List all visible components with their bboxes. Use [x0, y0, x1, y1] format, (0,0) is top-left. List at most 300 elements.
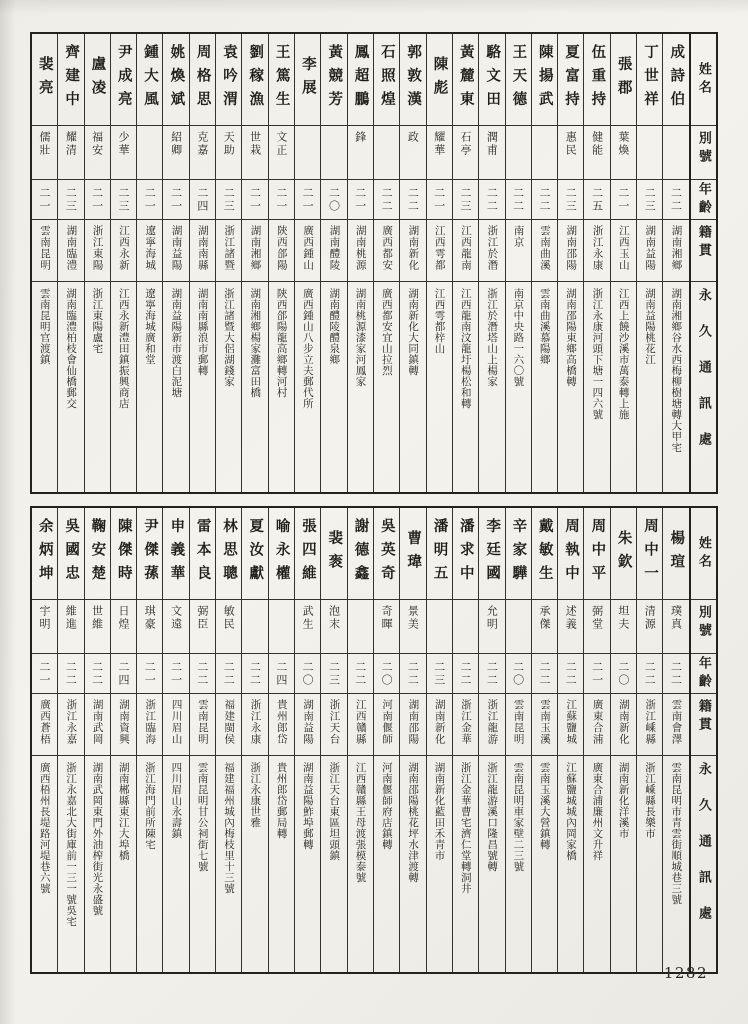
person-address-text: 陝西郃陽龍高鄉轉河村	[275, 288, 288, 398]
person-column	[162, 508, 188, 972]
person-age	[269, 180, 294, 220]
person-column	[399, 508, 425, 972]
person-address-text: 四川眉山永壽鎮	[170, 762, 183, 839]
person-age-text: 二一	[169, 660, 183, 687]
person-address	[348, 756, 373, 972]
person-native	[295, 694, 320, 756]
person-age	[137, 180, 162, 220]
person-name-text: 喻永權	[273, 518, 290, 589]
person-address	[453, 282, 478, 492]
person-native-text: 浙江永嘉	[65, 699, 78, 745]
person-age-text: 二一	[301, 186, 315, 213]
person-address-text: 湖南新化藍田禾青市	[433, 762, 446, 861]
person-native-text: 浙江於潛	[486, 225, 499, 271]
person-alias	[269, 126, 294, 180]
person-address	[663, 282, 688, 492]
person-age-text: 二二	[537, 186, 551, 213]
person-age-text: 二二	[669, 186, 683, 213]
person-address	[584, 282, 609, 492]
person-address	[137, 756, 162, 972]
person-native	[216, 220, 241, 282]
person-age	[321, 180, 346, 220]
person-name-text: 潘明五	[431, 518, 448, 589]
person-native-text: 湖南益陽	[170, 225, 183, 271]
person-column	[452, 34, 478, 492]
person-native-text: 湖南武岡	[91, 699, 104, 745]
person-address	[321, 756, 346, 972]
person-name-text: 吳國忠	[63, 518, 80, 589]
person-age	[269, 654, 294, 694]
person-age	[400, 654, 425, 694]
person-address-text: 浙江永嘉北大街庫前一三一號吳宅	[65, 762, 78, 927]
person-age-text: 二二	[90, 660, 104, 687]
person-column	[505, 34, 531, 492]
person-alias	[163, 600, 188, 654]
person-age-text: 二二	[669, 660, 683, 687]
person-name-text: 陳傑時	[115, 518, 132, 589]
person-alias-text: 世維	[90, 605, 104, 631]
person-age-text: 二一	[274, 186, 288, 213]
header-native-label	[691, 694, 716, 756]
person-alias	[58, 600, 83, 654]
person-column	[57, 34, 83, 492]
person-native-text: 浙江東陽	[91, 225, 104, 271]
person-native	[58, 694, 83, 756]
person-alias-text: 景美	[406, 605, 420, 631]
person-native	[506, 220, 531, 282]
person-alias-text: 健能	[590, 131, 604, 157]
person-address-text: 湖南益陽鮓埠郵轉	[301, 762, 314, 850]
person-alias-text: 允明	[485, 605, 499, 631]
person-age	[85, 654, 110, 694]
person-alias	[32, 126, 57, 180]
person-age-text: 二三	[222, 186, 236, 213]
person-address	[400, 282, 425, 492]
person-age	[427, 654, 452, 694]
person-age	[58, 654, 83, 694]
person-column	[662, 34, 688, 492]
person-native-text: 遼寧海城	[144, 225, 157, 271]
person-age-text: 二二	[248, 660, 262, 687]
person-native-text: 廣西都安	[381, 225, 394, 271]
header-name-label-text: 姓名	[695, 535, 711, 572]
person-native	[85, 694, 110, 756]
person-column	[662, 508, 688, 972]
person-age	[584, 180, 609, 220]
person-name-text: 黃麓東	[457, 44, 474, 115]
person-age-text: 二二	[485, 186, 499, 213]
person-name-text: 袁吟渭	[220, 44, 237, 115]
person-native	[400, 220, 425, 282]
person-native-text: 湖南新化	[407, 225, 420, 271]
person-address	[558, 756, 583, 972]
person-address-text: 福建福州城內梅枝里十三號	[222, 762, 235, 894]
person-name	[611, 508, 636, 600]
person-name-text: 王篤生	[273, 44, 290, 115]
person-column	[373, 34, 399, 492]
person-name-text: 申義華	[168, 518, 185, 589]
person-alias-text: 潤甫	[485, 131, 499, 157]
person-alias-text: 述義	[564, 605, 578, 631]
person-native	[348, 220, 373, 282]
person-native-text: 廣西蒼梧	[39, 699, 52, 745]
person-name-text: 黃競芳	[326, 44, 343, 115]
person-alias	[295, 126, 320, 180]
person-age	[637, 180, 662, 220]
person-name	[348, 508, 373, 600]
person-alias-text: 清源	[643, 605, 657, 631]
person-name-text: 張四維	[299, 518, 316, 589]
person-native-text: 江西龍南	[460, 225, 473, 271]
person-name	[532, 508, 557, 600]
person-address	[85, 282, 110, 492]
person-name-text: 朱欽	[615, 530, 632, 577]
person-column	[373, 508, 399, 972]
person-native	[216, 694, 241, 756]
person-name	[111, 34, 136, 126]
person-name-text: 丁世祥	[641, 44, 658, 115]
person-age	[163, 180, 188, 220]
person-column	[162, 34, 188, 492]
person-native	[137, 694, 162, 756]
header-name-label	[691, 34, 716, 126]
person-name-text: 李廷國	[484, 518, 501, 589]
person-age	[532, 654, 557, 694]
person-name-text: 盧凌	[89, 56, 106, 103]
person-age	[321, 654, 346, 694]
person-age	[216, 180, 241, 220]
person-native-text: 浙江臨海	[144, 699, 157, 745]
person-native	[321, 694, 346, 756]
person-column	[347, 34, 373, 492]
person-name	[111, 508, 136, 600]
person-native	[532, 694, 557, 756]
person-address-text: 江西上饒沙溪市萬泰轉上施	[617, 288, 630, 420]
person-age-text: 二二	[64, 660, 78, 687]
person-name	[584, 508, 609, 600]
person-name-text: 周執中	[563, 518, 580, 589]
person-age-text: 二一	[353, 186, 367, 213]
person-age-text: 二三	[459, 186, 473, 213]
person-address	[611, 282, 636, 492]
person-native	[163, 694, 188, 756]
person-alias	[190, 600, 215, 654]
person-native	[558, 694, 583, 756]
person-name	[663, 508, 688, 600]
person-alias	[348, 600, 373, 654]
person-age-text: 二一	[432, 186, 446, 213]
person-native-text: 浙江嵊縣	[644, 699, 657, 745]
person-name-text: 王天德	[510, 44, 527, 115]
person-alias	[85, 126, 110, 180]
person-native-text: 廣西鍾山	[302, 225, 315, 271]
person-age	[584, 654, 609, 694]
person-address	[479, 282, 504, 492]
person-native-text: 江西贛縣	[354, 699, 367, 745]
person-name	[32, 34, 57, 126]
person-alias-text: 泡末	[327, 605, 341, 631]
person-alias-text: 宇明	[38, 605, 52, 631]
person-alias	[321, 600, 346, 654]
person-name-text: 郭敦漢	[405, 44, 422, 115]
person-name	[453, 508, 478, 600]
person-address	[400, 756, 425, 972]
person-native	[32, 694, 57, 756]
person-name	[321, 508, 346, 600]
header-alias-label-text: 別號	[695, 605, 711, 641]
person-name-text: 辛家驊	[510, 518, 527, 589]
person-native	[637, 220, 662, 282]
person-name-text: 曹瑋	[405, 530, 422, 577]
person-name-text: 尹傑蓀	[142, 518, 159, 589]
person-age-text: 二三	[432, 660, 446, 687]
header-age-label	[691, 654, 716, 694]
person-alias-text: 少華	[116, 131, 130, 157]
person-column	[610, 34, 636, 492]
person-native	[32, 220, 57, 282]
person-native-text: 雲南玉溪	[538, 699, 551, 745]
person-age	[479, 180, 504, 220]
person-address	[374, 282, 399, 492]
person-name-text: 鞠安楚	[89, 518, 106, 589]
person-column	[84, 34, 110, 492]
header-alias-label-text: 別號	[695, 131, 711, 167]
person-alias-text: 天助	[222, 131, 236, 157]
person-column	[583, 34, 609, 492]
person-name-text: 石照煌	[378, 44, 395, 115]
person-column	[426, 34, 452, 492]
person-alias	[558, 600, 583, 654]
person-native	[190, 694, 215, 756]
person-native	[374, 694, 399, 756]
person-address-text: 南京中央路一六〇號	[512, 288, 525, 387]
person-name	[295, 34, 320, 126]
person-native-text: 湖南湘鄉	[249, 225, 262, 271]
person-name	[32, 508, 57, 600]
person-age-text: 二一	[90, 186, 104, 213]
person-age	[190, 654, 215, 694]
person-address	[506, 756, 531, 972]
person-column	[294, 508, 320, 972]
person-native-text: 雲南曲溪	[538, 225, 551, 271]
person-address	[637, 756, 662, 972]
person-address	[479, 756, 504, 972]
person-address	[269, 756, 294, 972]
person-alias	[584, 600, 609, 654]
person-name-text: 周中平	[589, 518, 606, 589]
person-address	[506, 282, 531, 492]
person-alias-text: 維進	[64, 605, 78, 631]
person-age	[111, 180, 136, 220]
header-native-label-text: 籍貫	[695, 225, 711, 261]
person-age-text: 二五	[590, 186, 604, 213]
person-alias	[611, 600, 636, 654]
person-name	[479, 34, 504, 126]
person-alias-text: 鋒	[353, 131, 367, 144]
person-column	[347, 508, 373, 972]
person-address	[637, 282, 662, 492]
person-name	[85, 508, 110, 600]
person-address-text: 雲南昆明甘公祠街七號	[196, 762, 209, 872]
person-age-text: 二二	[537, 660, 551, 687]
person-alias	[611, 126, 636, 180]
person-column	[57, 508, 83, 972]
person-address	[190, 756, 215, 972]
person-native-text: 浙江龍游	[486, 699, 499, 745]
person-column	[136, 34, 162, 492]
person-address	[453, 756, 478, 972]
person-address-text: 浙江諸暨大侶湖錢家	[222, 288, 235, 387]
person-age	[242, 654, 267, 694]
person-age-text: 二四	[195, 186, 209, 213]
person-alias	[453, 600, 478, 654]
person-column	[241, 34, 267, 492]
person-alias	[584, 126, 609, 180]
person-address	[111, 282, 136, 492]
person-address-text: 廣西梧州長堤路河堤巷六號	[38, 762, 51, 894]
person-alias	[506, 600, 531, 654]
person-address	[295, 282, 320, 492]
person-native-text: 雲南昆明	[39, 225, 52, 271]
person-column	[478, 508, 504, 972]
person-name	[58, 34, 83, 126]
person-name-text: 張郡	[615, 56, 632, 103]
person-address	[532, 756, 557, 972]
person-alias-text: 葉煥	[616, 131, 630, 157]
person-name	[295, 508, 320, 600]
person-alias-text: 石亭	[459, 131, 473, 157]
person-address-text: 湖南南縣浪市郵轉	[196, 288, 209, 376]
person-name	[427, 34, 452, 126]
person-address	[374, 756, 399, 972]
person-column	[241, 508, 267, 972]
header-address-label	[691, 756, 716, 972]
person-address-text: 江西龍南汶龍圩楊松和轉	[459, 288, 472, 409]
person-age-text: 二〇	[327, 186, 341, 213]
person-native-text: 貴州郎岱	[275, 699, 288, 745]
person-native	[479, 694, 504, 756]
person-age-text: 二一	[38, 186, 52, 213]
header-address-label	[691, 282, 716, 492]
person-column	[215, 34, 241, 492]
person-column	[636, 34, 662, 492]
header-alias-label	[691, 126, 716, 180]
person-address	[111, 756, 136, 972]
person-address	[216, 756, 241, 972]
person-age	[558, 654, 583, 694]
person-alias	[163, 126, 188, 180]
person-address	[269, 282, 294, 492]
person-native-text: 江西玉山	[617, 225, 630, 271]
person-name-text: 裴亮	[36, 56, 53, 103]
person-address-text: 遼寧海城廣和堂	[144, 288, 157, 365]
person-column	[426, 508, 452, 972]
person-name	[558, 34, 583, 126]
person-native-text: 江西永新	[117, 225, 130, 271]
person-alias-text: 惠民	[564, 131, 578, 157]
person-name	[453, 34, 478, 126]
person-address	[242, 756, 267, 972]
person-alias-text: 文正	[274, 131, 288, 157]
person-column	[32, 508, 57, 972]
registry-table-top	[30, 32, 718, 494]
person-alias	[111, 600, 136, 654]
person-age-text: 二二	[353, 660, 367, 687]
person-alias	[453, 126, 478, 180]
person-alias	[427, 126, 452, 180]
person-native	[532, 220, 557, 282]
person-age	[400, 180, 425, 220]
person-native-text: 雲南會澤	[670, 699, 683, 745]
person-age-text: 二一	[616, 186, 630, 213]
person-native-text: 湖南新化	[433, 699, 446, 745]
person-native	[137, 220, 162, 282]
person-address	[85, 756, 110, 972]
person-column	[215, 508, 241, 972]
person-address-text: 湖南邵陽東鄉高橋轉	[565, 288, 578, 387]
person-native	[453, 220, 478, 282]
person-alias	[374, 126, 399, 180]
person-age	[374, 180, 399, 220]
person-age-text: 二四	[274, 660, 288, 687]
person-address-text: 湖南醴陵醴泉鄉	[328, 288, 341, 365]
person-age	[506, 654, 531, 694]
person-native	[427, 220, 452, 282]
person-age-text: 二二	[511, 186, 525, 213]
person-address-text: 湖南桃源漆家河鳳家	[354, 288, 367, 387]
person-name	[479, 508, 504, 600]
person-column	[189, 34, 215, 492]
person-name	[58, 508, 83, 600]
person-age	[348, 654, 373, 694]
person-native-text: 浙江天台	[328, 699, 341, 745]
person-address-text: 浙江於潛塔山上楊家	[486, 288, 499, 387]
person-age-text: 二三	[643, 186, 657, 213]
person-age-text: 二一	[38, 660, 52, 687]
person-age	[32, 654, 57, 694]
person-age	[663, 654, 688, 694]
person-age	[85, 180, 110, 220]
person-name-text: 余炳坤	[36, 518, 53, 589]
person-name	[427, 508, 452, 600]
person-address	[348, 282, 373, 492]
person-alias-text: 福安	[90, 131, 104, 157]
person-column	[610, 508, 636, 972]
person-name-text: 夏富持	[563, 44, 580, 115]
header-name-label-text: 姓名	[695, 61, 711, 98]
person-age	[58, 180, 83, 220]
person-age-text: 二一	[590, 660, 604, 687]
person-name	[637, 508, 662, 600]
person-address-text: 湖南郴縣東江大埠橋	[117, 762, 130, 861]
person-native-text: 湖南南縣	[196, 225, 209, 271]
person-column	[110, 34, 136, 492]
person-native-text: 湖南新化	[617, 699, 630, 745]
person-alias	[216, 600, 241, 654]
person-native-text: 湖南湘鄉	[670, 225, 683, 271]
person-name	[190, 34, 215, 126]
person-alias	[58, 126, 83, 180]
person-address-text: 廣東合浦廉州文升祥	[591, 762, 604, 861]
person-age	[295, 654, 320, 694]
person-age-text: 二二	[564, 660, 578, 687]
person-address	[584, 756, 609, 972]
person-address-text: 湖南益陽新市渡白泥塘	[170, 288, 183, 398]
person-native-text: 江西雩都	[433, 225, 446, 271]
person-alias	[400, 600, 425, 654]
person-native-text: 江蘇鹽城	[565, 699, 578, 745]
person-address	[558, 282, 583, 492]
